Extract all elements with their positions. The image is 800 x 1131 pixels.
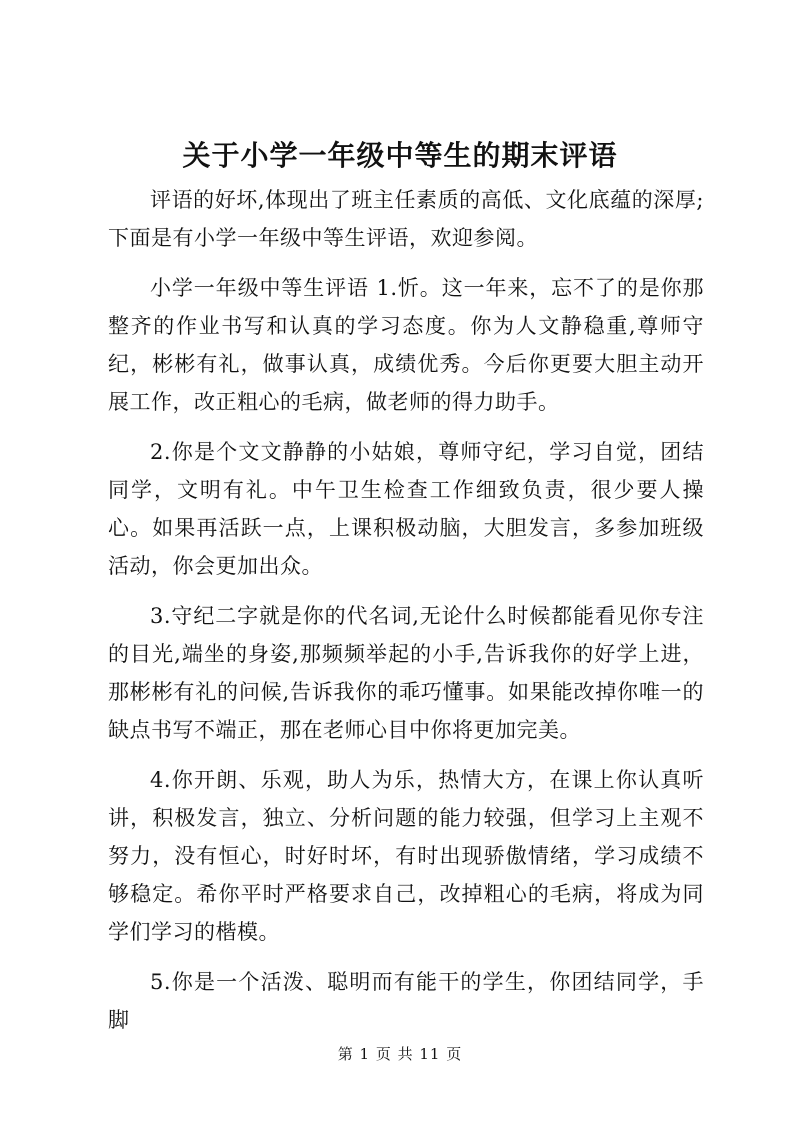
paragraph-comment-1: 小学一年级中等生评语 1.忻。这一年来，忘不了的是你那整齐的作业书写和认真的学习态度。你为人文静稳重,尊师守纪，彬彬有礼，做事认真，成绩优秀。今后你更要大胆主动开展工作，改正粗心的毛病，做老师的得力助手。 — [108, 276, 704, 414]
paragraph-comment-3: 3.守纪二字就是你的代名词,无论什么时候都能看见你专注的目光,端坐的身姿,那频频举起的小手,告诉我你的好学上进，那彬彬有礼的问候,告诉我你的乖巧懂事。如果能改掉你唯一的缺点书写不端正，那在老师心目中你将更加完美。 — [108, 604, 704, 742]
paragraph-comment-5: 5.你是一个活泼、聪明而有能干的学生，你团结同学，手脚 — [108, 970, 704, 1032]
document-title: 关于小学一年级中等生的期末评语 — [182, 139, 618, 172]
document-body — [108, 181, 704, 1051]
paragraph-comment-2: 2.你是个文文静静的小姑娘，尊师守纪，学习自觉，团结同学，文明有礼。中午卫生检查工作细致负责，很少要人操心。如果再活跃一点，上课积极动脑，大胆发言，多参加班级活动，你会更加出众。 — [108, 440, 704, 578]
page-number-footer: 第 1 页 共 11 页 — [337, 1045, 463, 1063]
paragraph-intro: 评语的好坏,体现出了班主任素质的高低、文化底蕴的深厚;下面是有小学一年级中等生评语，欢迎参阅。 — [108, 188, 704, 250]
paragraph-comment-4: 4.你开朗、乐观，助人为乐，热情大方，在课上你认真听讲，积极发言，独立、分析问题的能力较强，但学习上主观不努力，没有恒心，时好时坏，有时出现骄傲情绪，学习成绩不够稳定。希你平时严格要求自己，改掉粗心的毛病，将成为同学们学习的楷模。 — [108, 768, 704, 944]
